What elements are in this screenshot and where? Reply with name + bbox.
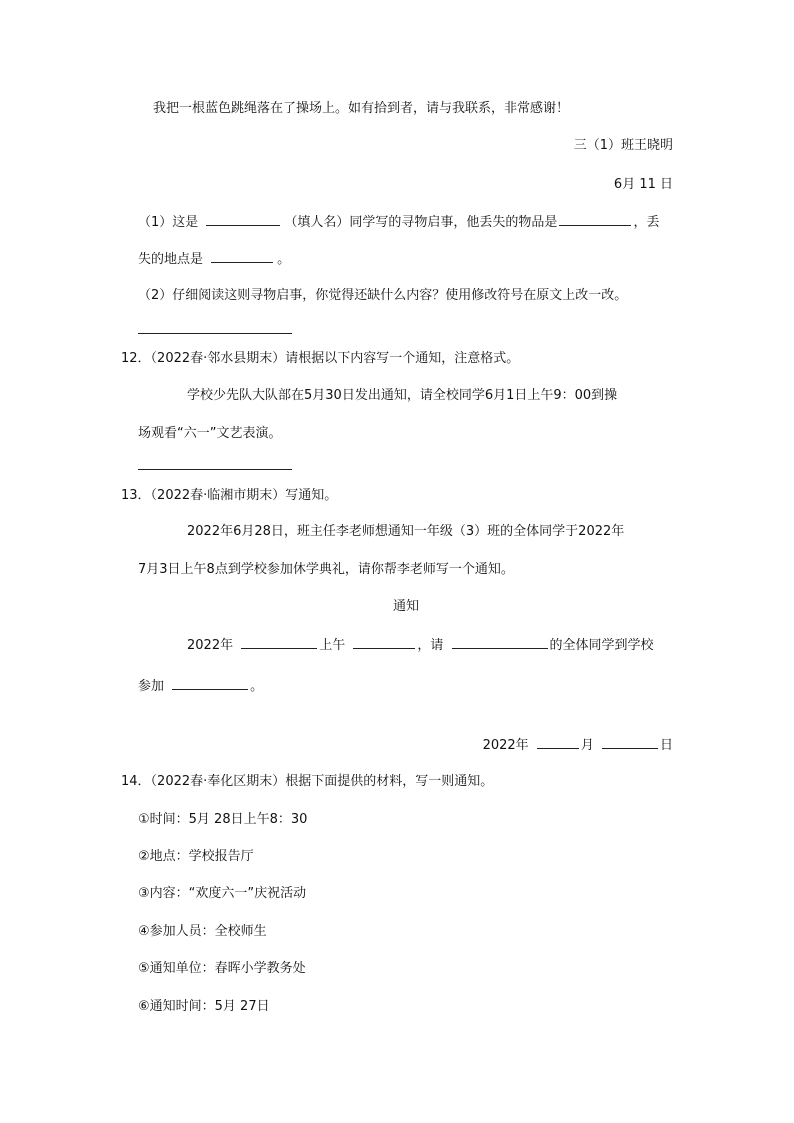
- q14-material-issuer: ⑤通知单位：春晖小学教务处: [138, 961, 306, 976]
- q13-fill-text-c: ，请: [417, 638, 444, 653]
- q12-body-line2: 场观看“六一”文艺表演。: [138, 426, 282, 441]
- answer-blank-item[interactable]: [559, 213, 631, 226]
- answer-blank-date[interactable]: [241, 636, 317, 649]
- answer-blank-time[interactable]: [353, 636, 415, 649]
- answer-blank-event[interactable]: [172, 677, 248, 690]
- q13-body-line1: 2022年6月28日，班主任李老师想通知一年级（3）班的全体同学于2022年: [187, 524, 625, 539]
- q13-date-text-b: 月: [580, 738, 594, 753]
- q14-material-time: ①时间：5月 28日上午8：30: [138, 812, 308, 827]
- q14-material-notice-time: ⑥通知时间：5月 27日: [138, 999, 270, 1014]
- q13-fill-text-a: 2022年: [187, 638, 234, 653]
- q11-sub1-text-d: 失的地点是: [138, 252, 204, 267]
- q11-sub1-text-e: 。: [277, 252, 291, 267]
- answer-line-q12[interactable]: [138, 469, 292, 470]
- q13-fill-text-f: 。: [250, 679, 264, 694]
- q13-date-text-c: 日: [659, 738, 673, 753]
- answer-blank-person[interactable]: [206, 213, 280, 226]
- answer-line-q11[interactable]: [138, 333, 292, 334]
- q13-fill-text-b: 上午: [319, 638, 346, 653]
- q13-body-line2: 7月3日上午8点到学校参加休学典礼，请你帮李老师写一个通知。: [138, 562, 514, 577]
- q13-fill-line1: [187, 636, 654, 655]
- q13-fill-text-e: 参加: [138, 679, 165, 694]
- q13-date-text-a: 2022年: [482, 738, 529, 753]
- q14-material-place: ②地点：学校报告厅: [138, 849, 254, 864]
- q13-header: 13．（2022春·临湘市期末）写通知。: [121, 488, 338, 503]
- q11-sub2: （2）仔细阅读这则寻物启事，你觉得还缺什么内容？使用修改符号在原文上改一改。: [138, 288, 628, 303]
- q13-fill-text-d: 的全体同学到学校: [549, 638, 654, 653]
- lost-notice-body: 我把一根蓝色跳绳落在了操场上。如有拾到者，请与我联系，非常感谢！: [153, 101, 570, 116]
- q11-sub1-text-a: （1）这是: [138, 215, 199, 230]
- q13-notice-title: 通知: [393, 599, 420, 614]
- answer-blank-day[interactable]: [602, 736, 658, 749]
- answer-blank-class[interactable]: [452, 636, 548, 649]
- q11-sub1-text-b: （填人名）同学写的寻物启事，他丢失的物品是: [284, 215, 558, 230]
- q11-sub1-text-c: ，丢: [633, 215, 660, 230]
- q11-sub1-line1: [138, 213, 659, 232]
- answer-blank-month[interactable]: [537, 736, 579, 749]
- answer-blank-place[interactable]: [211, 250, 273, 263]
- q13-notice-date: [483, 736, 673, 755]
- q14-material-content: ③内容：“欢度六一”庆祝活动: [138, 886, 307, 901]
- q14-material-participants: ④参加人员：全校师生: [138, 924, 267, 939]
- q12-body-line1: 学校少先队大队部在5月30日发出通知，请全校同学6月1日上午9：00到操: [187, 388, 618, 403]
- q14-header: 14．（2022春·奉化区期末）根据下面提供的材料，写一则通知。: [121, 774, 494, 789]
- q11-sub1-line2: [138, 250, 290, 269]
- lost-notice-date: 6月 11 日: [613, 177, 673, 192]
- q13-fill-line2: [138, 677, 263, 696]
- lost-notice-signature: 三（1）班王晓明: [573, 138, 673, 153]
- q12-header: 12．（2022春·邻水县期末）请根据以下内容写一个通知，注意格式。: [121, 351, 520, 366]
